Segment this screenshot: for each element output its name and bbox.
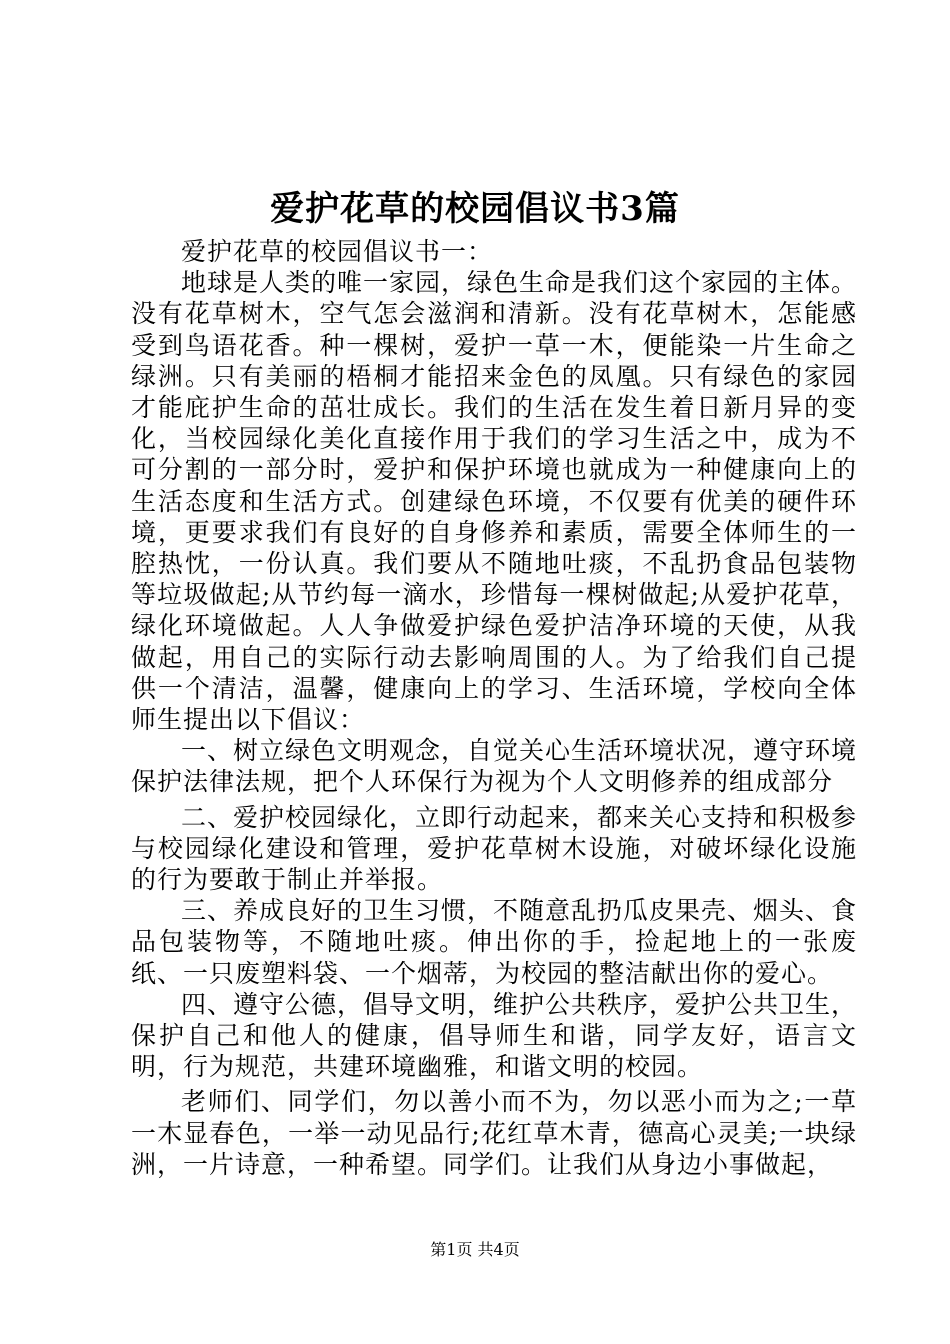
paragraph-closing: 老师们、同学们，勿以善小而不为，勿以恶小而为之;一草一木显春色，一举一动见品行;花红草木青，德高心灵美;一块绿洲，一片诗意，一种希望。同学们。让我们从身边小事做起， xyxy=(131,1087,857,1179)
paragraph-proposal-2: 二、爱护校园绿化，立即行动起来，都来关心支持和积极参与校园绿化建设和管理，爱护花草树木设施，对破坏绿化设施的行为要敢于制止并举报。 xyxy=(131,802,858,895)
page-number: 第1页 共4页 xyxy=(430,1240,520,1259)
paragraph-proposal-3: 三、养成良好的卫生习惯，不随意乱扔瓜皮果壳、烟头、食品包装物等，不随地吐痰。伸出你的手，捡起地上的一张废纸、一只废塑料袋、一个烟蒂，为校园的整洁献出你的爱心。 xyxy=(131,896,858,988)
page-title: 爱护花草的校园倡议书3篇 xyxy=(270,189,680,229)
paragraph-intro: 地球是人类的唯一家园，绿色生命是我们这个家园的主体。没有花草树木，空气怎会滋润和清新。没有花草树木，怎能感受到鸟语花香。种一棵树，爱护一草一木，便能染一片生命之绿洲。只有美丽的梧桐才能招来金色的凤凰。只有绿色的家园才能庇护生命的茁壮成长。我们的生活在发生着日新月异的变化，当校园绿化美化直接作用于我们的学习生活之中，成为不可分割的一部分时，爱护和保护环境也就成为一种健康向上的生活态度和生活方式。创建绿色环境，不仅要有优美的硬件环境，更要求我们有良好的自身修养和素质，需要全体师生的一腔热忱，一份认真。我们要从不随地吐痰，不乱扔食品包装物等垃圾做起;从节约每一滴水，珍惜每一棵树做起;从爱护花草，绿化环境做起。人人争做爱护绿色爱护洁净环境的天使，从我做起，用自己的实际行动去影响周围的人。为了给我们自己提供一个清洁，温馨，健康向上的学习、生活环境，学校向全体师生提出以下倡议： xyxy=(131,268,858,735)
paragraph-proposal-1: 一、树立绿色文明观念，自觉关心生活环境状况，遵守环境保护法律法规，把个人环保行为视为个人文明修养的组成部分 xyxy=(131,736,858,797)
document-body xyxy=(131,236,857,1180)
section-heading: 爱护花草的校园倡议书一： xyxy=(181,237,494,266)
paragraph-proposal-4: 四、遵守公德，倡导文明，维护公共秩序，爱护公共卫生，保护自己和他人的健康，倡导师生和谐，同学友好，语言文明，行为规范，共建环境幽雅，和谐文明的校园。 xyxy=(131,989,858,1082)
